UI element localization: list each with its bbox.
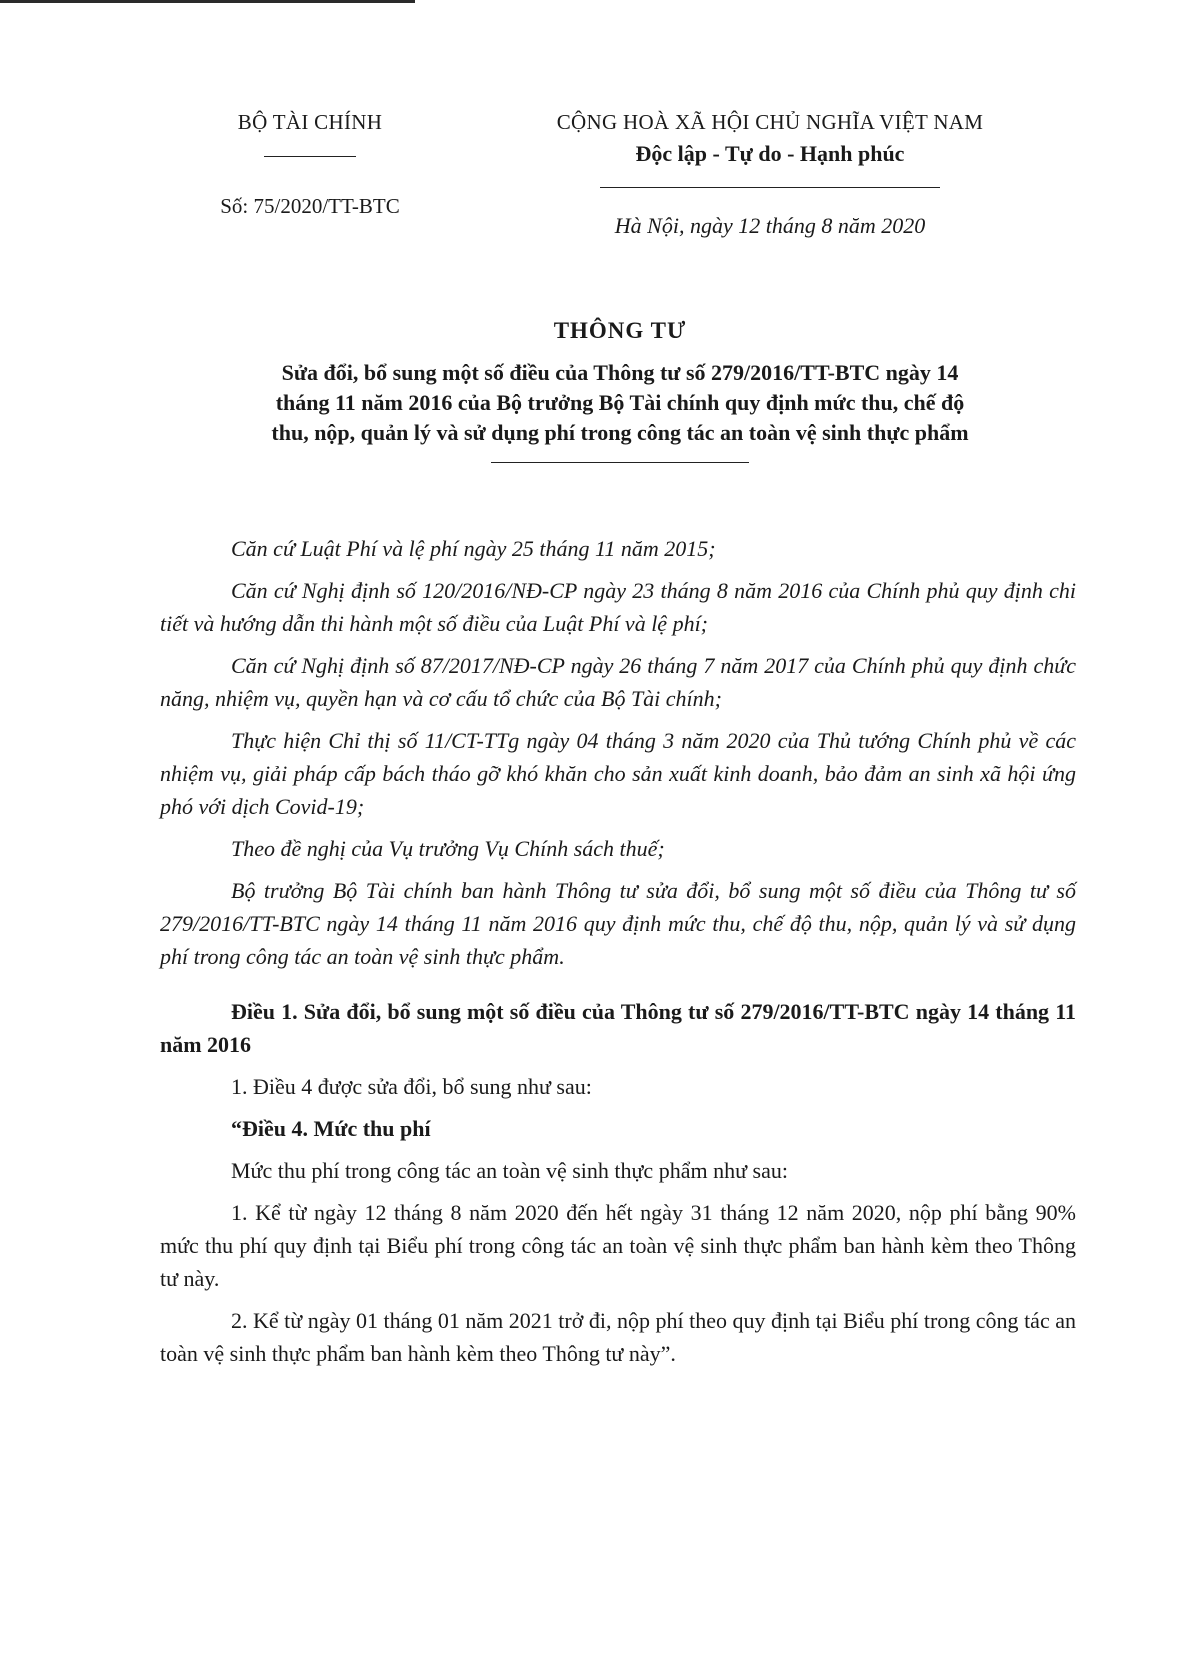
document-type: THÔNG TƯ xyxy=(553,318,687,343)
preamble-paragraph: Căn cứ Nghị định số 87/2017/NĐ-CP ngày 26 tháng 7 năm 2017 của Chính phủ quy định chức năng, nhiệm vụ, quyền hạn và cơ cấu tổ chức của Bộ Tài chính; xyxy=(160,653,1076,711)
document-subject xyxy=(160,358,1080,448)
article-clause: 1. Kể từ ngày 12 tháng 8 năm 2020 đến hết ngày 31 tháng 12 năm 2020, nộp phí bằng 90% mức thu phí quy định tại Biểu phí trong công tác an toàn vệ sinh thực phẩm ban hành kèm theo Thông tư này. xyxy=(160,1200,1076,1291)
subject-line: thu, nộp, quản lý và sử dụng phí trong công tác an toàn vệ sinh thực phẩm xyxy=(271,420,969,445)
preamble-paragraph: Thực hiện Chỉ thị số 11/CT-TTg ngày 04 tháng 3 năm 2020 của Thủ tướng Chính phủ về các nhiệm vụ, giải pháp cấp bách tháo gỡ khó khăn cho sản xuất kinh doanh, bảo đảm an sinh xã hội ứng phó với dịch Covid-19; xyxy=(160,728,1076,819)
title-underline xyxy=(491,462,749,463)
article-heading: Điều 1. Sửa đổi, bổ sung một số điều của Thông tư số 279/2016/TT-BTC ngày 14 tháng 11 năm 2016 xyxy=(160,999,1076,1057)
article-item-intro: 1. Điều 4 được sửa đổi, bổ sung như sau: xyxy=(231,1074,592,1099)
agency-underline xyxy=(264,156,356,157)
scan-edge-mark xyxy=(0,0,415,3)
title-block xyxy=(160,318,1080,463)
preamble-paragraph: Bộ trưởng Bộ Tài chính ban hành Thông tư sửa đổi, bổ sung một số điều của Thông tư số 279/2016/TT-BTC ngày 14 tháng 11 năm 2016 quy định mức thu, chế độ thu, nộp, quản lý và sử dụng phí trong công tác an toàn vệ sinh thực phẩm. xyxy=(160,878,1076,969)
national-title: CỘNG HOÀ XÃ HỘI CHỦ NGHĨA VIỆT NAM xyxy=(556,110,984,134)
place-date: Hà Nội, ngày 12 tháng 8 năm 2020 xyxy=(614,213,926,238)
document-body xyxy=(160,532,1076,1379)
preamble-paragraph: Căn cứ Nghị định số 120/2016/NĐ-CP ngày 23 tháng 8 năm 2016 của Chính phủ quy định chi tiết và hướng dẫn thi hành một số điều của Luật Phí và lệ phí; xyxy=(160,578,1076,636)
article-clause: 2. Kể từ ngày 01 tháng 01 năm 2021 trở đi, nộp phí theo quy định tại Biểu phí trong công tác an toàn vệ sinh thực phẩm ban hành kèm theo Thông tư này”. xyxy=(160,1308,1076,1366)
national-motto: Độc lập - Tự do - Hạnh phúc xyxy=(635,141,905,166)
national-block xyxy=(490,110,1050,239)
issuer-block xyxy=(190,110,430,219)
preamble-paragraph: Theo đề nghị của Vụ trưởng Vụ Chính sách thuế; xyxy=(231,836,665,861)
issuing-agency: BỘ TÀI CHÍNH xyxy=(237,110,383,134)
preamble-paragraph: Căn cứ Luật Phí và lệ phí ngày 25 tháng 11 năm 2015; xyxy=(231,536,716,561)
document-number: Số: 75/2020/TT-BTC xyxy=(220,194,400,218)
article-lead: Mức thu phí trong công tác an toàn vệ sinh thực phẩm như sau: xyxy=(231,1158,788,1183)
subject-line: tháng 11 năm 2016 của Bộ trưởng Bộ Tài chính quy định mức thu, chế độ xyxy=(275,390,965,415)
motto-underline xyxy=(600,187,940,188)
subject-line: Sửa đổi, bổ sung một số điều của Thông tư số 279/2016/TT-BTC ngày 14 xyxy=(281,360,959,385)
quoted-article-heading: “Điều 4. Mức thu phí xyxy=(231,1116,431,1141)
